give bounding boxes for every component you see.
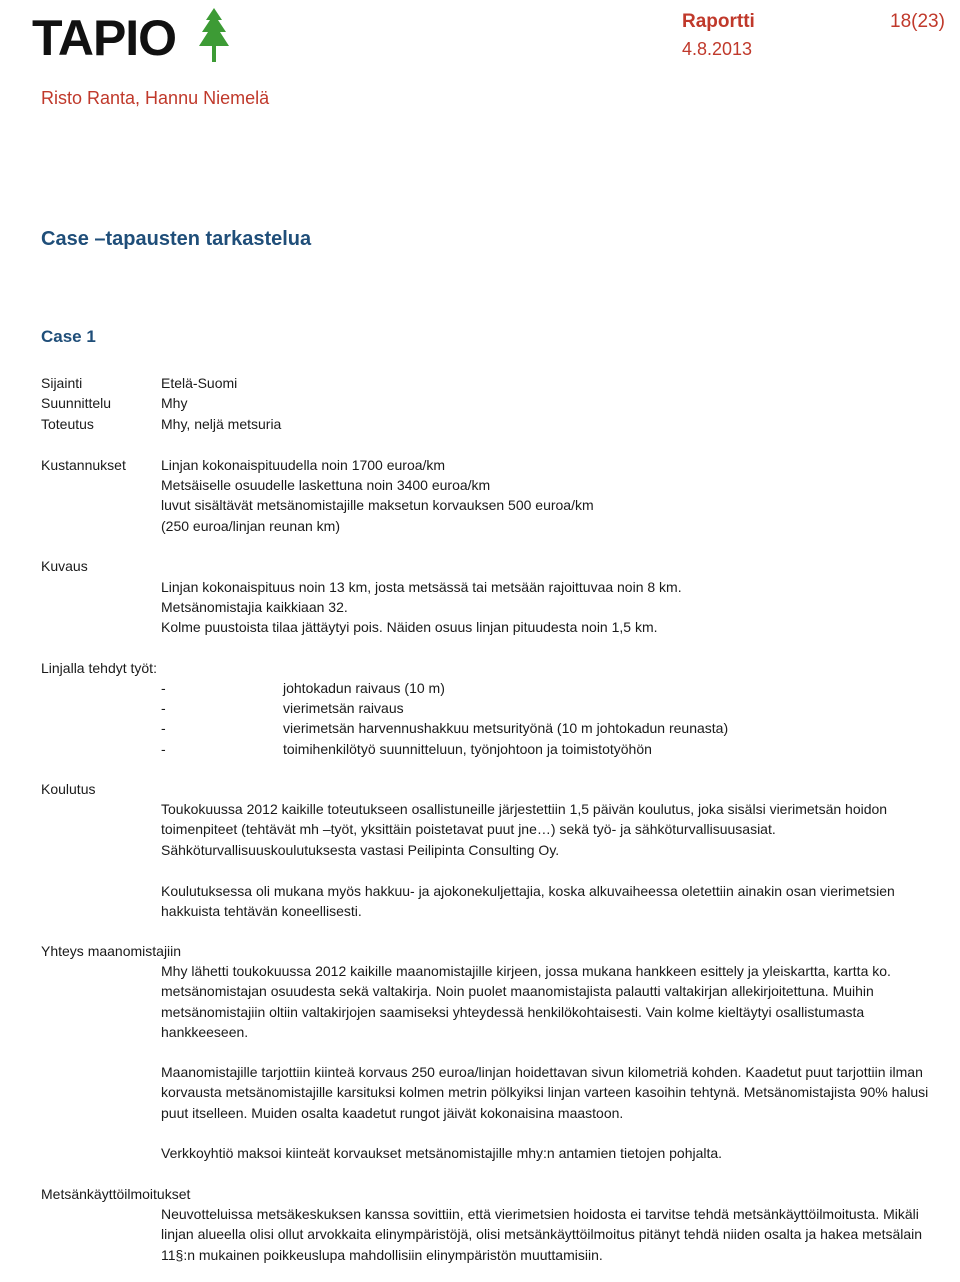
label-kustannukset: Kustannukset <box>41 457 126 473</box>
authors: Risto Ranta, Hannu Niemelä <box>41 88 270 108</box>
spruce-tree-icon <box>198 8 230 62</box>
label-toteutus: Toteutus <box>41 416 94 432</box>
kustannukset-line: Metsäiselle osuudelle laskettuna noin 3400 euroa/km <box>161 477 491 493</box>
kuvaus-line: Linjan kokonaispituus noin 13 km, josta metsässä tai metsään rajoittuvaa noin 8 km. <box>161 579 682 595</box>
list-item: johtokadun raivaus (10 m) <box>283 680 445 696</box>
value-toteutus: Mhy, neljä metsuria <box>161 416 282 432</box>
label-sijainti: Sijainti <box>41 375 83 391</box>
label-kuvaus: Kuvaus <box>41 558 88 574</box>
list-item: vierimetsän raivaus <box>283 700 404 716</box>
tapio-logo <box>32 6 232 64</box>
label-metsankayttoilmoitukset: Metsänkäyttöilmoitukset <box>41 1186 191 1202</box>
label-yhteys: Yhteys maanomistajiin <box>41 943 182 959</box>
report-title: Raportti <box>682 11 755 32</box>
label-koulutus: Koulutus <box>41 781 96 797</box>
kustannukset-line: (250 euroa/linjan reunan km) <box>161 518 340 534</box>
ilmoitukset-paragraph: Neuvotteluissa metsäkeskuksen kanssa sovittiin, että vierimetsien hoidosta ei tarvitse tehdä metsänkäyttöilmoitusta. Mikäli linjan alueella olisi ollut arvokkaita elinympäristöjä, olisi metsänkäyttöilmoitus pitänyt tehdä niiden osalta ja hakea metsälain 11§:n mukainen poikkeuslupa mahdollisiin elinympäristön muuttamisiin. <box>161 1206 923 1263</box>
label-tyot: Linjalla tehdyt työt: <box>41 660 157 676</box>
label-suunnittelu: Suunnittelu <box>41 395 112 411</box>
yhteys-paragraph-3: Verkkoyhtiö maksoi kiinteät korvaukset metsänomistajille mhy:n antamien tietojen pohjalta. <box>161 1145 723 1161</box>
list-item: vierimetsän harvennushakkuu metsurityönä (10 m johtokadun reunasta) <box>283 720 729 736</box>
kuvaus-line: Metsänomistajia kaikkiaan 32. <box>161 599 348 615</box>
section-title: Case –tapausten tarkastelua <box>41 228 312 250</box>
kustannukset-line: luvut sisältävät metsänomistajille maksetun korvauksen 500 euroa/km <box>161 497 594 513</box>
list-bullet: - <box>161 680 166 696</box>
list-bullet: - <box>161 700 166 716</box>
koulutus-paragraph-2: Koulutuksessa oli mukana myös hakkuu- ja ajokonekuljettajia, koska alkuvaiheessa oletettiin ainakin osan vierimetsien hakkuista tehtävän koneellisesti. <box>161 883 895 920</box>
yhteys-paragraph-1: Mhy lähetti toukokuussa 2012 kaikille maanomistajille kirjeen, jossa mukana hankkeen esittely ja yleiskartta, kartta ko. metsänomistajan osuudesta sekä valtakirja. Noin puolet maanomistajista palautti valtakirjan allekirjoitettuna. Muihin metsänomistajiin oltiin valtakirjojen saamiseksi yhteydessä henkilökohtaisesti. Vain kolme kieltäytyi osallistumasta hankkeeseen. <box>161 963 891 1040</box>
kustannukset-line: Linjan kokonaispituudella noin 1700 euroa/km <box>161 457 446 473</box>
report-date: 4.8.2013 <box>682 39 753 59</box>
list-bullet: - <box>161 720 166 736</box>
case-title: Case 1 <box>41 327 96 346</box>
kuvaus-line: Kolme puustoista tilaa jättäytyi pois. Näiden osuus linjan pituudesta noin 1,5 km. <box>161 619 658 635</box>
koulutus-paragraph-1: Toukokuussa 2012 kaikille toteutukseen osallistuneille järjestettiin 1,5 päivän koulutus, joka sisälsi vierimetsän hoidon toimenpiteet (tehtävät mh –työt, yksittäin poistetavat puut jne…) sekä työ- ja sähköturvallisuusasiat. Sähköturvallisuuskoulutuksesta vastasi Peilipinta Consulting Oy. <box>161 801 888 858</box>
value-sijainti: Etelä-Suomi <box>161 375 238 391</box>
logo-wordmark: TAPIO <box>32 10 177 66</box>
list-item: toimihenkilötyö suunnitteluun, työnjohtoon ja toimistotyöhön <box>283 741 652 757</box>
page-number: 18(23) <box>890 11 945 32</box>
list-bullet: - <box>161 741 166 757</box>
value-suunnittelu: Mhy <box>161 395 188 411</box>
yhteys-paragraph-2: Maanomistajille tarjottiin kiinteä korvaus 250 euroa/linjan hoidettavan sivun kilometriä kohden. Kaadetut puut tarjottiin ilman korvausta metsänomistajille karsituksi kolmen metrin pölkyiksi linjan varteen kasoihin tehtynä. Metsänomistajista 90% halusi puut itselleen. Muiden osalta kaadetut rungot jäivät kokonaisina maastoon. <box>161 1064 929 1121</box>
